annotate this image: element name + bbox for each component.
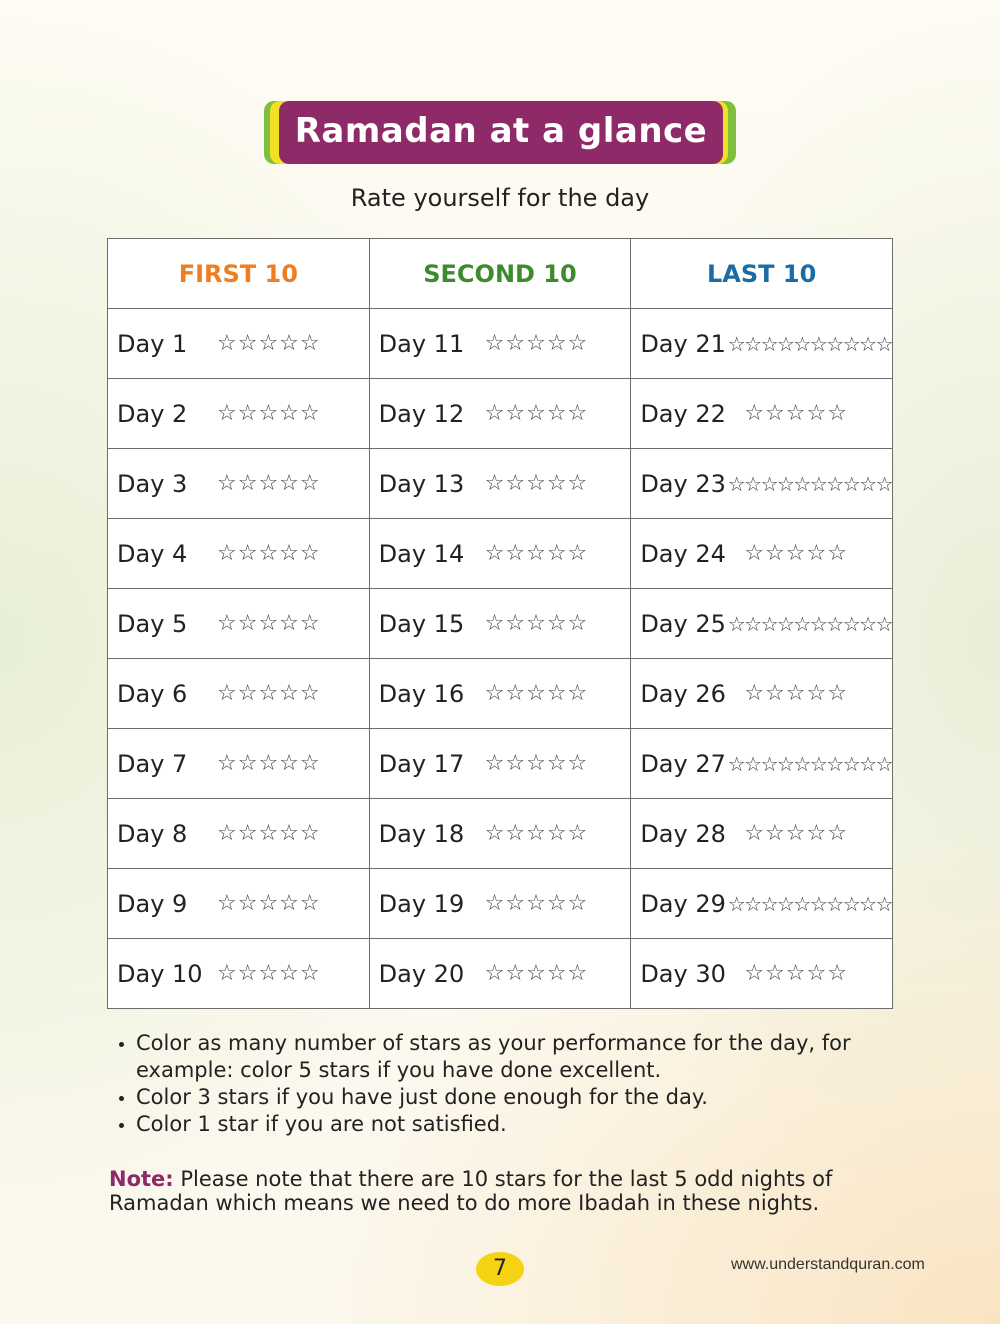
day-label: Day 5 (117, 609, 188, 638)
header-last-10: LAST 10 (631, 239, 893, 309)
day-label: Day 7 (117, 749, 188, 778)
day-label: Day 12 (378, 399, 465, 428)
day-label: Day 16 (378, 679, 465, 708)
star-rating[interactable]: ☆☆☆☆☆ (744, 681, 848, 706)
day-label: Day 9 (117, 889, 188, 918)
day-cell (369, 589, 631, 659)
day-label: Day 19 (378, 889, 465, 918)
table-row (108, 799, 893, 869)
table-row (108, 869, 893, 939)
star-rating[interactable]: ☆☆☆☆☆ (217, 331, 321, 356)
day-label: Day 22 (640, 399, 726, 428)
day-cell (631, 659, 893, 729)
star-rating[interactable]: ☆☆☆☆☆ (217, 961, 321, 986)
header-first-10: FIRST 10 (108, 239, 370, 309)
day-label: Day 23 (640, 469, 726, 498)
day-cell (631, 309, 893, 379)
star-rating[interactable]: ☆☆☆☆☆☆☆☆☆☆ (727, 751, 892, 776)
day-cell (369, 799, 631, 869)
day-cell (108, 589, 370, 659)
star-rating[interactable]: ☆☆☆☆☆ (217, 821, 321, 846)
day-label: Day 20 (378, 959, 465, 988)
star-rating[interactable]: ☆☆☆☆☆ (484, 751, 589, 776)
instruction-item: • Color as many number of stars as your performance for the day, for example: color 5 stars if you have done excellent. (136, 1030, 936, 1084)
day-cell (631, 379, 893, 449)
day-label: Day 8 (117, 819, 188, 848)
day-label: Day 21 (640, 329, 726, 358)
day-cell (108, 309, 370, 379)
day-cell (369, 449, 631, 519)
day-cell (369, 729, 631, 799)
title-banner (264, 101, 736, 164)
star-rating[interactable]: ☆☆☆☆☆ (484, 611, 589, 636)
star-rating[interactable]: ☆☆☆☆☆☆☆☆☆☆ (727, 331, 892, 356)
star-rating[interactable]: ☆☆☆☆☆ (217, 751, 321, 776)
star-rating[interactable]: ☆☆☆☆☆☆☆☆☆☆ (727, 471, 892, 496)
day-label: Day 1 (117, 329, 188, 358)
star-rating[interactable]: ☆☆☆☆☆ (217, 891, 321, 916)
table-row (108, 449, 893, 519)
note-paragraph (109, 1167, 909, 1215)
day-cell (108, 869, 370, 939)
star-rating[interactable]: ☆☆☆☆☆☆☆☆☆☆ (727, 891, 892, 916)
day-cell (631, 939, 893, 1009)
page-subtitle: Rate yourself for the day (350, 184, 650, 212)
instructions-list (110, 1030, 936, 1138)
star-rating[interactable]: ☆☆☆☆☆ (484, 331, 589, 356)
star-rating[interactable]: ☆☆☆☆☆☆☆☆☆☆ (727, 611, 892, 636)
page-title: Ramadan at a glance (294, 111, 708, 151)
star-rating[interactable]: ☆☆☆☆☆ (744, 541, 848, 566)
day-cell (108, 659, 370, 729)
footer-url: www.understandquran.com (731, 1256, 925, 1273)
page-number-badge: 7 (476, 1252, 524, 1286)
rating-table (107, 238, 893, 1009)
star-rating[interactable]: ☆☆☆☆☆ (484, 541, 589, 566)
day-label: Day 6 (117, 679, 188, 708)
day-label: Day 28 (640, 819, 726, 848)
day-label: Day 29 (640, 889, 726, 918)
day-cell (108, 729, 370, 799)
header-second-10: SECOND 10 (369, 239, 631, 309)
star-rating[interactable]: ☆☆☆☆☆ (744, 961, 848, 986)
star-rating[interactable]: ☆☆☆☆☆ (744, 401, 848, 426)
day-cell (631, 869, 893, 939)
day-label: Day 2 (117, 399, 188, 428)
day-cell (108, 799, 370, 869)
day-cell (631, 449, 893, 519)
star-rating[interactable]: ☆☆☆☆☆ (484, 821, 589, 846)
star-rating[interactable]: ☆☆☆☆☆ (484, 891, 589, 916)
day-label: Day 13 (378, 469, 465, 498)
table-row (108, 729, 893, 799)
day-label: Day 30 (640, 959, 726, 988)
star-rating[interactable]: ☆☆☆☆☆ (484, 961, 589, 986)
day-label: Day 14 (378, 539, 465, 568)
day-label: Day 15 (378, 609, 465, 638)
star-rating[interactable]: ☆☆☆☆☆ (217, 541, 321, 566)
day-label: Day 3 (117, 469, 188, 498)
table-row (108, 519, 893, 589)
star-rating[interactable]: ☆☆☆☆☆ (484, 681, 589, 706)
star-rating[interactable]: ☆☆☆☆☆ (217, 611, 321, 636)
day-label: Day 24 (640, 539, 726, 568)
table-row (108, 659, 893, 729)
day-label: Day 4 (117, 539, 188, 568)
star-rating[interactable]: ☆☆☆☆☆ (217, 681, 321, 706)
table-header-row (108, 239, 893, 309)
day-cell (369, 309, 631, 379)
table-row (108, 309, 893, 379)
day-cell (369, 869, 631, 939)
day-label: Day 26 (640, 679, 726, 708)
star-rating[interactable]: ☆☆☆☆☆ (744, 821, 848, 846)
note-text: Please note that there are 10 stars for the last 5 odd nights of Ramadan which means we need to do more Ibadah in these nights. (109, 1167, 833, 1215)
day-cell (108, 449, 370, 519)
star-rating[interactable]: ☆☆☆☆☆ (217, 471, 321, 496)
day-label: Day 17 (378, 749, 465, 778)
star-rating[interactable]: ☆☆☆☆☆ (217, 401, 321, 426)
day-label: Day 10 (117, 959, 203, 988)
instruction-item: • Color 1 star if you are not satisfied. (136, 1111, 936, 1138)
day-label: Day 18 (378, 819, 465, 848)
note-label: Note: (109, 1167, 174, 1191)
instruction-item: • Color 3 stars if you have just done enough for the day. (136, 1084, 936, 1111)
day-label: Day 27 (640, 749, 726, 778)
day-cell (631, 519, 893, 589)
day-cell (369, 939, 631, 1009)
star-rating[interactable]: ☆☆☆☆☆ (484, 471, 589, 496)
day-cell (369, 379, 631, 449)
day-cell (631, 589, 893, 659)
table-row (108, 589, 893, 659)
day-cell (108, 379, 370, 449)
day-label: Day 11 (378, 329, 465, 358)
day-label: Day 25 (640, 609, 726, 638)
day-cell (108, 939, 370, 1009)
day-cell (631, 729, 893, 799)
table-row (108, 939, 893, 1009)
table-row (108, 379, 893, 449)
day-cell (369, 519, 631, 589)
day-cell (631, 799, 893, 869)
day-cell (369, 659, 631, 729)
star-rating[interactable]: ☆☆☆☆☆ (484, 401, 589, 426)
day-cell (108, 519, 370, 589)
